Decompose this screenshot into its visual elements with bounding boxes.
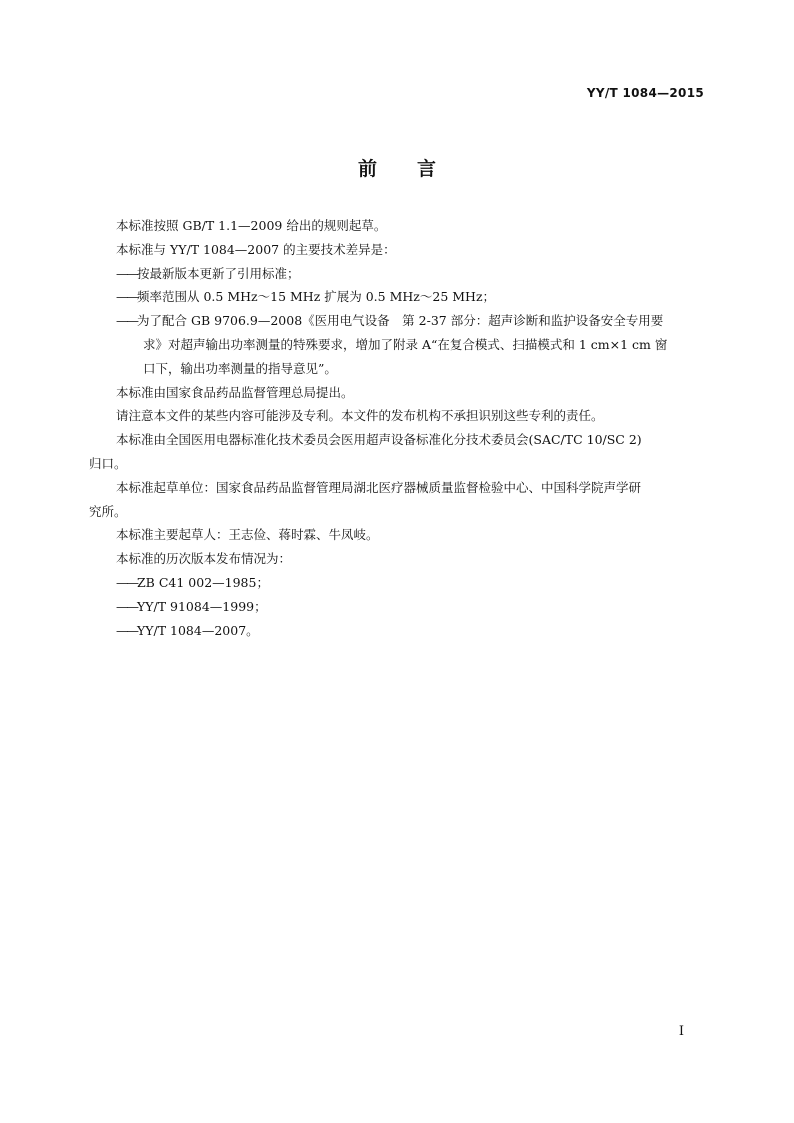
list-item-history-1 [89,571,707,595]
paragraph-drafters-units-line-1: 本标准起草单位：国家食品药品监督管理局湖北医疗器械质量监督检验中心、中国科学院声学研 [116,479,642,495]
dash-marker: —— [116,622,137,638]
list-item-text: YY/T 91084—1999； [137,598,267,614]
paragraph-patent-notice: 请注意本文件的某些内容可能涉及专利。本文件的发布机构不承担识别这些专利的责任。 [116,408,604,424]
paragraph-proposer: 本标准由国家食品药品监督管理总局提出。 [116,384,354,400]
list-item-history-3 [89,619,707,643]
paragraph-main-drafters: 本标准主要起草人：王志俭、蒋时霖、牛凤岐。 [116,527,379,543]
paragraph-drafting-rules: 本标准按照 GB/T 1.1—2009 给出的规则起草。 [116,218,387,233]
dash-marker: —— [116,289,137,305]
paragraph-committee-line-2: 归口。 [89,455,127,471]
list-item-change-3-cont-1: 求》对超声输出功率测量的特殊要求，增加了附录 A“在复合模式、扫描模式和 1 cm×1 cm 窗 [143,336,668,352]
list-item-text: YY/T 1084—2007。 [137,622,259,638]
list-item-text: 频率范围从 0.5 MHz～15 MHz 扩展为 0.5 MHz～25 MHz； [137,289,496,305]
list-item-change-2 [89,285,707,309]
dash-marker: —— [116,313,137,329]
paragraph-drafters-units-line-2: 究所。 [89,503,127,519]
list-item-change-3-cont-2: 口下，输出功率测量的指导意见”。 [143,360,337,376]
page-title [0,154,794,181]
paragraph-differences-intro: 本标准与 YY/T 1084—2007 的主要技术差异是： [116,241,396,257]
list-item-change-1 [89,262,707,286]
title-char-2: 言 [417,158,437,180]
list-item-text: 按最新版本更新了引用标准； [137,265,300,281]
title-char-1: 前 [357,158,377,180]
foreword-body [89,214,707,642]
dash-marker: —— [116,574,137,590]
paragraph-history-intro: 本标准的历次版本发布情况为： [116,551,292,567]
dash-marker: —— [116,598,137,614]
dash-marker: —— [116,265,137,281]
list-item-change-3 [89,309,707,333]
list-item-history-2 [89,595,707,619]
list-item-text: 为了配合 GB 9706.9—2008《医用电气设备 第 2-37 部分：超声诊断和监护设备安全专用要 [137,313,664,329]
page-number: I [678,1024,684,1039]
standard-code-header: YY/T 1084—2015 [586,86,704,100]
paragraph-committee-line-1: 本标准由全国医用电器标准化技术委员会医用超声设备标准化分技术委员会(SAC/TC 10/SC 2) [116,432,642,448]
list-item-text: ZB C41 002—1985； [137,574,269,590]
